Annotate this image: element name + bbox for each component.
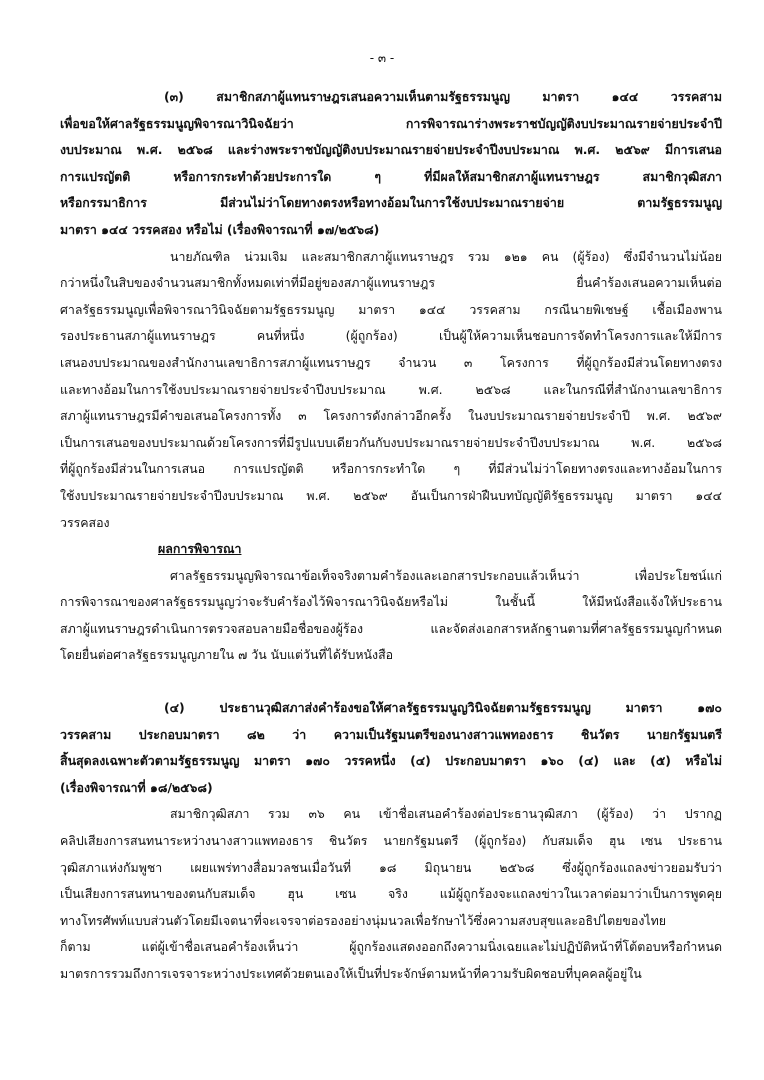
section-3-title-line: หรือกรรมาธิการ มีส่วนไม่ว่าโดยทางตรงหรือทางอ้อมในการใช้งบประมาณรายจ่าย ตามรัฐธรรมนูญ bbox=[60, 195, 722, 211]
section-3-title-line: มาตรา ๑๔๔ วรรคสอง หรือไม่ (เรื่องพิจารณาที่ ๑๗/๒๕๖๘) bbox=[60, 221, 380, 237]
section-3-body-line: ที่ผู้ถูกร้องมีส่วนในการเสนอ การแปรญัตติ หรือการกระทำใด ๆ ที่มีส่วนไม่ว่าโดยทางตรงและทางอ้อมในการ bbox=[60, 461, 722, 477]
section-4-body bbox=[60, 801, 722, 987]
section-3-body-line: และทางอ้อมในการใช้งบประมาณรายจ่ายประจำปีงบประมาณ พ.ศ. ๒๕๖๘ และในกรณีที่สำนักงานเลขาธิการ bbox=[60, 381, 722, 397]
section-3-body-line: สภาผู้แทนราษฎรมีคำขอเสนอโครงการทั้ง ๓ โครงการดังกล่าวอีกครั้ง ในงบประมาณรายจ่ายประจำปี พ.ศ. ๒๕๖๙ bbox=[60, 408, 722, 424]
section-3-body-line: ศาลรัฐธรรมนูญเพื่อพิจารณาวินิจฉัยตามรัฐธรรมนูญ มาตรา ๑๔๔ วรรคสาม กรณีนายพิเชษฐ์ เชื้อเมืองพาน bbox=[60, 301, 722, 317]
section-4-title-line: (๔) ประธานวุฒิสภาส่งคำร้องขอให้ศาลรัฐธรรมนูญวินิจฉัยตามรัฐธรรมนูญ มาตรา ๑๗๐ bbox=[164, 700, 722, 716]
result-body-line: โดยยื่นต่อศาลรัฐธรรมนูญภายใน ๗ วัน นับแต่วันที่ได้รับหนังสือ bbox=[60, 647, 394, 663]
document-body bbox=[60, 84, 722, 988]
section-3-body-line: เป็นการเสนอของบประมาณด้วยโครงการที่มีรูปแบบเดียวกันกับงบประมาณรายจ่ายประจำปีงบประมาณ พ.ศ. ๒๕๖๘ bbox=[60, 434, 722, 450]
result-body bbox=[60, 563, 722, 669]
page-number: - ๓ - bbox=[369, 51, 395, 65]
section-3-body-line: กว่าหนึ่งในสิบของจำนวนสมาชิกทั้งหมดเท่าที่มีอยู่ของสภาผู้แทนราษฎร ยื่นคำร้องเสนอความเห็นต่อ bbox=[60, 275, 722, 291]
section-4-body-line: ก็ตาม แต่ผู้เข้าชื่อเสนอคำร้องเห็นว่า ผู้ถูกร้องแสดงออกถึงความนิ่งเฉยและไม่ปฏิบัติหน้าที่โต้ตอบหรือกำหนด bbox=[60, 939, 722, 955]
result-body-line: การพิจารณาของศาลรัฐธรรมนูญว่าจะรับคำร้องไว้พิจารณาวินิจฉัยหรือไม่ ในชั้นนี้ ให้มีหนังสือแจ้งให้ประธาน bbox=[60, 594, 722, 610]
section-3-body-line: เสนองบประมาณของสำนักงานเลขาธิการสภาผู้แทนราษฎร จำนวน ๓ โครงการ ที่ผู้ถูกร้องมีส่วนโดยทางตรง bbox=[60, 354, 722, 370]
section-spacer bbox=[60, 669, 722, 695]
section-3-title-line: (๓) สมาชิกสภาผู้แทนราษฎรเสนอความเห็นตามรัฐธรรมนูญ มาตรา ๑๔๔ วรรคสาม bbox=[164, 89, 722, 104]
result-body-line: ศาลรัฐธรรมนูญพิจารณาข้อเท็จจริงตามคำร้องและเอกสารประกอบแล้วเห็นว่า เพื่อประโยชน์แก่ bbox=[170, 567, 722, 583]
section-4-body-line: สมาชิกวุฒิสภา รวม ๓๖ คน เข้าชื่อเสนอคำร้องต่อประธานวุฒิสภา (ผู้ร้อง) ว่า ปรากฏ bbox=[170, 806, 722, 822]
result-body-line: สภาผู้แทนราษฎรดำเนินการตรวจสอบลายมือชื่อของผู้ร้อง และจัดส่งเอกสารหลักฐานตามที่ศาลรัฐธรรมนูญกำหนด bbox=[60, 620, 722, 636]
section-3-body-line: วรรคสอง bbox=[60, 514, 110, 530]
section-3-body-line: นายภัณฑิล น่วมเจิม และสมาชิกสภาผู้แทนราษฎร รวม ๑๒๑ คน (ผู้ร้อง) ซึ่งมีจำนวนไม่น้อย bbox=[170, 248, 722, 264]
section-3-body-line: รองประธานสภาผู้แทนราษฎร คนที่หนึ่ง (ผู้ถูกร้อง) เป็นผู้ให้ความเห็นชอบการจัดทำโครงการและให้มีการ bbox=[60, 328, 722, 344]
section-3-body-line: ใช้งบประมาณรายจ่ายประจำปีงบประมาณ พ.ศ. ๒๕๖๙ อันเป็นการฝ่าฝืนบทบัญญัติรัฐธรรมนูญ มาตรา ๑๔๔ bbox=[60, 487, 722, 503]
section-3-title-line: งบประมาณ พ.ศ. ๒๕๖๘ และร่างพระราชบัญญัติงบประมาณรายจ่ายประจำปีงบประมาณ พ.ศ. ๒๕๖๙ มีการเสนอ bbox=[60, 142, 722, 158]
section-3-title-line: การแปรญัตติ หรือการกระทำด้วยประการใด ๆ ที่มีผลให้สมาชิกสภาผู้แทนราษฎร สมาชิกวุฒิสภา bbox=[60, 168, 722, 184]
section-4-title-line: วรรคสาม ประกอบมาตรา ๘๒ ว่า ความเป็นรัฐมนตรีของนางสาวแพทองธาร ชินวัตร นายกรัฐมนตรี bbox=[60, 726, 722, 742]
section-3-title bbox=[60, 84, 722, 244]
section-4-body-line: มาตรการรวมถึงการเจรจาระหว่างประเทศด้วยตนเองให้เป็นที่ประจักษ์ตามหน้าที่ความรับผิดชอบที่บุคคลผู้อยู่ใน bbox=[60, 966, 642, 981]
section-4-body-line: วุฒิสภาแห่งกัมพูชา เผยแพร่ทางสื่อมวลชนเมื่อวันที่ ๑๘ มิถุนายน ๒๕๖๘ ซึ่งผู้ถูกร้องแถลงข่าวยอมรับว่า bbox=[60, 859, 722, 875]
section-4-title-line: (เรื่องพิจารณาที่ ๑๘/๒๕๖๘) bbox=[60, 779, 213, 795]
section-4-title bbox=[60, 695, 722, 801]
section-3-body bbox=[60, 244, 722, 537]
section-4-body-line: เป็นเสียงการสนทนาของตนกับสมเด็จ ฮุน เซน จริง แม้ผู้ถูกร้องจะแถลงข่าวในเวลาต่อมาว่าเป็นการพูดคุย bbox=[60, 886, 722, 902]
result-heading: ผลการพิจารณา bbox=[158, 541, 242, 557]
section-4-title-line: สิ้นสุดลงเฉพาะตัวตามรัฐธรรมนูญ มาตรา ๑๗๐ วรรคหนึ่ง (๔) ประกอบมาตรา ๑๖๐ (๔) และ (๕) หรือไม่ bbox=[60, 753, 722, 769]
section-4-body-line: คลิปเสียงการสนทนาระหว่างนางสาวแพทองธาร ชินวัตร นายกรัฐมนตรี (ผู้ถูกร้อง) กับสมเด็จ ฮุน เซน ประธาน bbox=[60, 833, 722, 849]
section-4-body-line: ทางโทรศัพท์แบบส่วนตัวโดยมีเจตนาที่จะเจรจาต่อรองอย่างนุ่มนวลเพื่อรักษาไว้ซึ่งความสงบสุขและอธิปไตยของไทย bbox=[60, 912, 667, 928]
section-3-title-line: เพื่อขอให้ศาลรัฐธรรมนูญพิจารณาวินิจฉัยว่า การพิจารณาร่างพระราชบัญญัติงบประมาณรายจ่ายประจำปี bbox=[60, 115, 722, 131]
